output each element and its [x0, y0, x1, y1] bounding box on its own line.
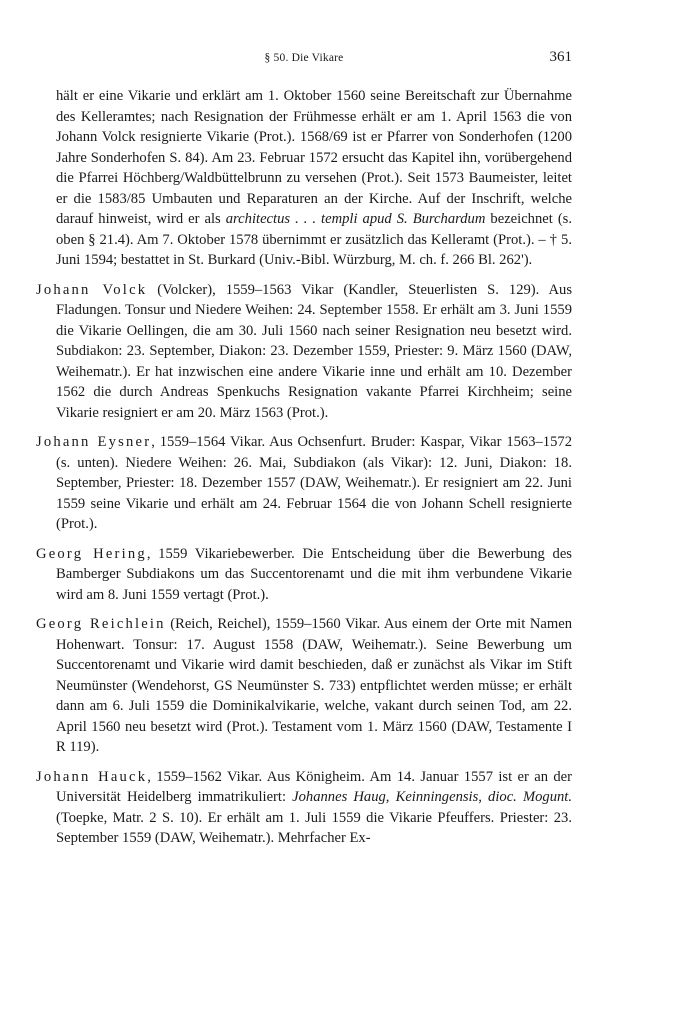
entry-paragraph [36, 280, 572, 424]
entry-text: (Toepke, Matr. 2 S. 10). Er erhält am 1. Juli 1559 die Vikarie Pfeuffers. Priester: 23. September 1559 (DAW, Weihematr.). Mehrfacher Ex- [56, 809, 572, 846]
entry-name: Johann Hauck [36, 768, 148, 785]
entry-text: , 1559 Vikariebewerber. Die Entscheidung über die Bewerbung des Bamberger Subdiakons um das Succentorenamt und die mit ihm verbundene Vikarie wird am 8. Juni 1559 vertagt (Prot.). [56, 545, 572, 603]
entry-name: Johann Volck [36, 281, 148, 298]
entry-name: Georg Reichlein [36, 616, 166, 632]
entry-paragraph [36, 544, 572, 606]
entry-text: (Volcker), 1559–1563 Vikar (Kandler, Steuerlisten S. 129). Aus Fladungen. Tonsur und Niedere Weihen: 24. September 1558. Er erhält am 3. Juni 1559 die Vikarie Oellingen, die am 30. Juli 1560 nach seiner Resignation neu besetzt wird. Subdiakon: 23. September, Diakon: 23. Dezember 1559, Priester: 9. März 1560 (DAW, Weihematr.). Er hat inzwischen eine andere Vikarie inne und erhält am 10. Dezember 1562 die durch Andreas Spenkuchs Resignation vakante Pfarrei Kirchheim; seine Vikarie resigniert er am 20. März 1563 (Prot.). [56, 281, 572, 421]
entry-text: , 1559–1564 Vikar. Aus Ochsenfurt. Bruder: Kaspar, Vikar 1563–1572 (s. unten). Niedere Weihen: 26. Mai, Subdiakon (als Vikar): 12. Juni, Diakon: 18. September, Priester: 18. Dezember 1557 (DAW, Weihematr.). Er resigniert am 22. Juni 1559 seine Vikarie und erhält am 24. Februar 1564 die von Johann Schell resignierte (Prot.). [56, 434, 572, 532]
entry-text: , 1559–1562 Vikar. Aus Königheim. Am 14. Januar 1557 ist er an der Universität Heidelberg immatrikuliert: [56, 768, 572, 805]
entry-name: Georg Hering [36, 545, 147, 562]
paragraph-text: bezeichnet (s. oben § 21.4). Am 7. Oktober 1578 übernimmt er zusätzlich das Kelleramt (Prot.). – † 5. Juni 1594; bestattet in St. Burkard (Univ.-Bibl. Würzburg, M. ch. f. 266 Bl. 262'). [56, 211, 573, 268]
entry-paragraph [36, 614, 572, 758]
italic-quote: Johannes Haug, Keinningensis, dioc. Mogunt. [292, 789, 572, 805]
page-number: 361 [549, 49, 572, 65]
running-title: § 50. Die Vikare [264, 52, 344, 64]
italic-quote: architectus . . . templi apud S. Burchardum [225, 211, 486, 227]
entry-paragraph [36, 767, 572, 849]
entry-paragraph [36, 432, 572, 535]
main-text [36, 86, 572, 849]
entry-text: (Reich, Reichel), 1559–1560 Vikar. Aus einem der Orte mit Namen Hohenwart. Tonsur: 17. August 1558 (DAW, Weihematr.). Seine Bewerbung um Succentorenamt und Vikarie wird damit beschieden, daß er zunächst als Vikar im Stift Neumünster (Wendehorst, GS Neumünster S. 733) entpflichtet werden müsse; er erhält dann am 6. Juli 1559 die Dominikalvikarie, welche, vakant durch seinen Tod, am 22. April 1560 neu besetzt wird (Prot.). Testament vom 1. März 1560 (DAW, Testamente I R 119). [56, 616, 572, 755]
entry-name: Johann Eysner [36, 434, 152, 450]
continuation-paragraph [36, 86, 572, 271]
paragraph-text: hält er eine Vikarie und erklärt am 1. Oktober 1560 seine Bereitschaft zur Übernahme des Kelleramtes; nach Resignation der Frühmesse erhält er am 1. April 1563 die von Johann Volck resignierte Vikarie (Prot.). 1568/69 ist er Pfarrer von Sonderhofen (1200 Jahre Sonderhofen S. 84). Am 23. Februar 1572 ersucht das Kapitel ihn, vorübergehend die Pfarrei Höchberg/Waldbüttelbrunn zu versehen (Prot.). Seit 1573 Baumeister, leitet er die 1583/85 Umbauten und Reparaturen an der Kirche. Auf der Inschrift, welche darauf hinweist, wird er als [56, 88, 572, 227]
